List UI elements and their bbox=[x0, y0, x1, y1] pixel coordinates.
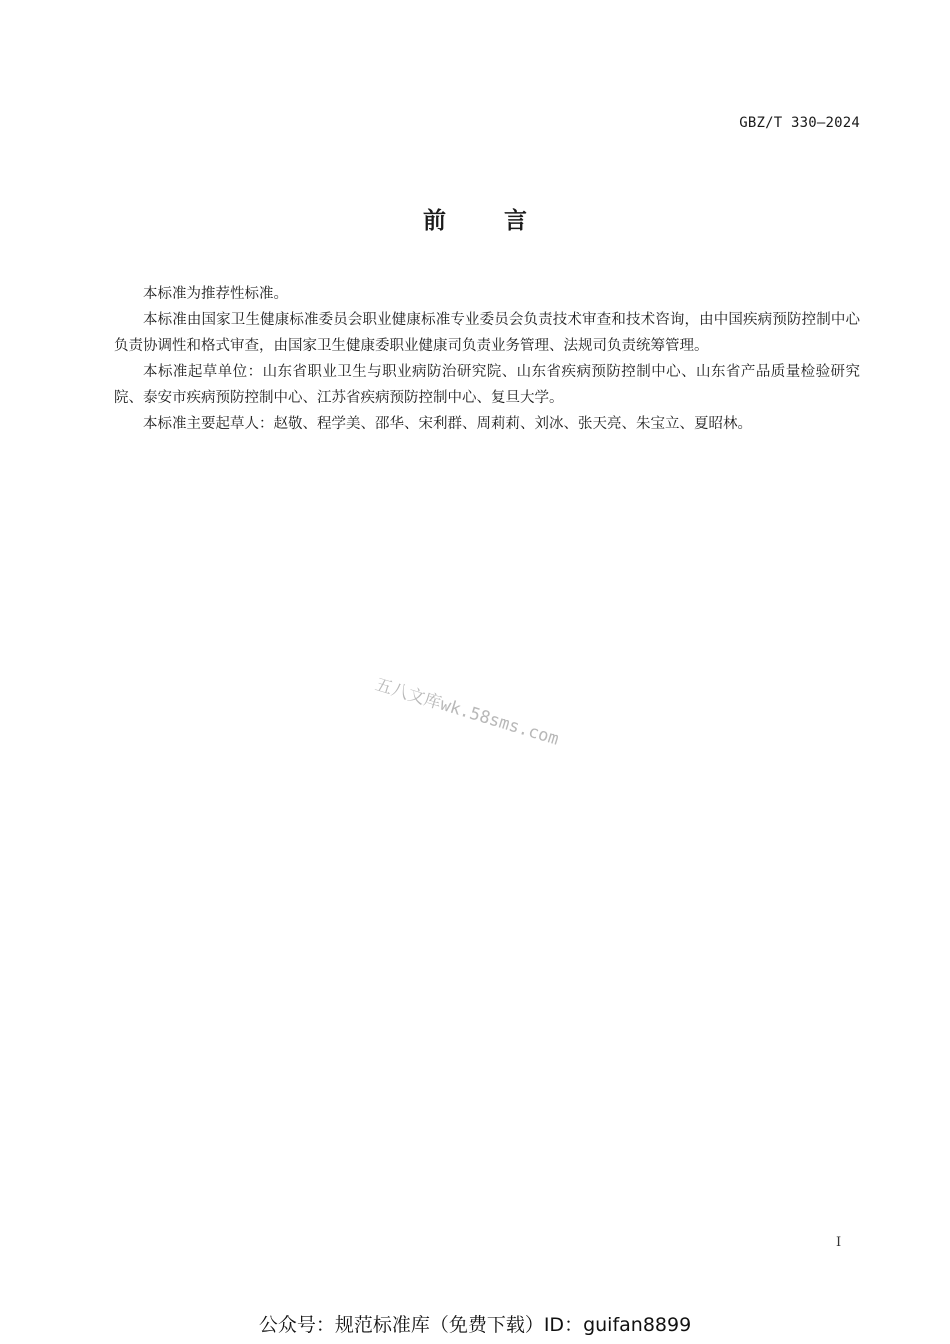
page-number: I bbox=[836, 1235, 842, 1250]
standard-code: GBZ/T 330—2024 bbox=[739, 115, 860, 131]
page-title bbox=[0, 202, 950, 235]
title-char-2: 言 bbox=[504, 208, 527, 234]
paragraph-recommended: 本标准为推荐性标准。 bbox=[143, 286, 288, 302]
paragraph-review-responsibility: 本标准由国家卫生健康标准委员会职业健康标准专业委员会负责技术审查和技术咨询，由中国疾病预防控制中心负责协调性和格式审查，由国家卫生健康委职业健康司负责业务管理、法规司负责统筹管理。 bbox=[114, 312, 860, 354]
preface-body bbox=[114, 281, 860, 437]
paragraph-drafting-units: 本标准起草单位：山东省职业卫生与职业病防治研究院、山东省疾病预防控制中心、山东省产品质量检验研究院、泰安市疾病预防控制中心、江苏省疾病预防控制中心、复旦大学。 bbox=[114, 364, 860, 406]
footer-banner: 公众号：规范标准库（免费下载）ID：guifan8899 bbox=[258, 1314, 692, 1336]
watermark: 五八文库wk.58sms.com bbox=[372, 674, 562, 750]
paragraph-main-drafters: 本标准主要起草人：赵敬、程学美、邵华、宋利群、周莉莉、刘冰、张天亮、朱宝立、夏昭林。 bbox=[143, 416, 752, 432]
title-char-1: 前 bbox=[423, 208, 446, 234]
